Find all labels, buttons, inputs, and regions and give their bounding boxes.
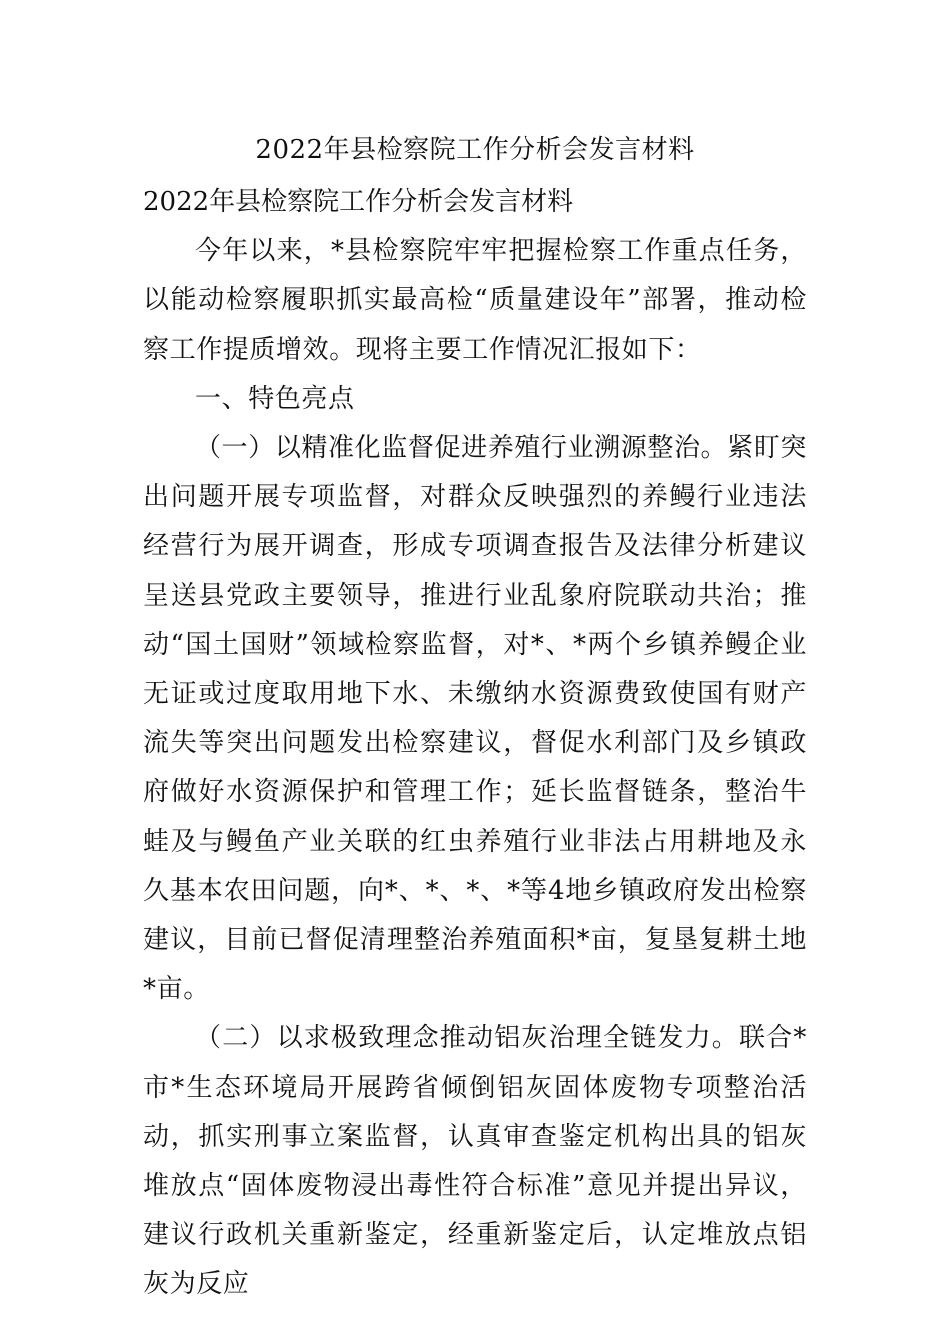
document-body: [143, 178, 807, 1310]
document-title: 2022年县检察院工作分析会发言材料: [255, 135, 695, 165]
intro-paragraph: 今年以来，*县检察院牢牢把握检察工作重点任务，以能动检察履职抓实最高检“质量建设年”部署，推动检察工作提质增效。现将主要工作情况汇报如下：: [143, 236, 807, 365]
paragraph-aluminum-ash-governance: （二）以求极致理念推动铝灰治理全链发力。联合*市*生态环境局开展跨省倾倒铝灰固体废物专项整治活动，抓实刑事立案监督，认真审查鉴定机构出具的铝灰堆放点“固体废物浸出毒性符合标准”意见并提出异议，建议行政机关重新鉴定，经重新鉴定后，认定堆放点铝灰为反应: [143, 1023, 807, 1300]
document-heading: 2022年县检察院工作分析会发言材料: [143, 187, 574, 217]
paragraph-aquaculture-supervision: （一）以精准化监督促进养殖行业溯源整治。紧盯突出问题开展专项监督，对群众反映强烈的养鳗行业违法经营行为展开调查，形成专项调查报告及法律分析建议呈送县党政主要领导，推进行业乱象府院联动共治；推动“国土国财”领域检察监督，对*、*两个乡镇养鳗企业无证或过度取用地下水、未缴纳水资源费致使国有财产流失等突出问题发出检察建议，督促水利部门及乡镇政府做好水资源保护和管理工作；延长监督链条，整治牛蛙及与鳗鱼产业关联的红虫养殖行业非法占用耕地及永久基本农田问题，向*、*、*、*等4地乡镇政府发出检察建议，目前已督促清理整治养殖面积*亩，复垦复耕土地*亩。: [143, 433, 807, 1005]
section-heading-highlights: 一、特色亮点: [195, 383, 355, 414]
